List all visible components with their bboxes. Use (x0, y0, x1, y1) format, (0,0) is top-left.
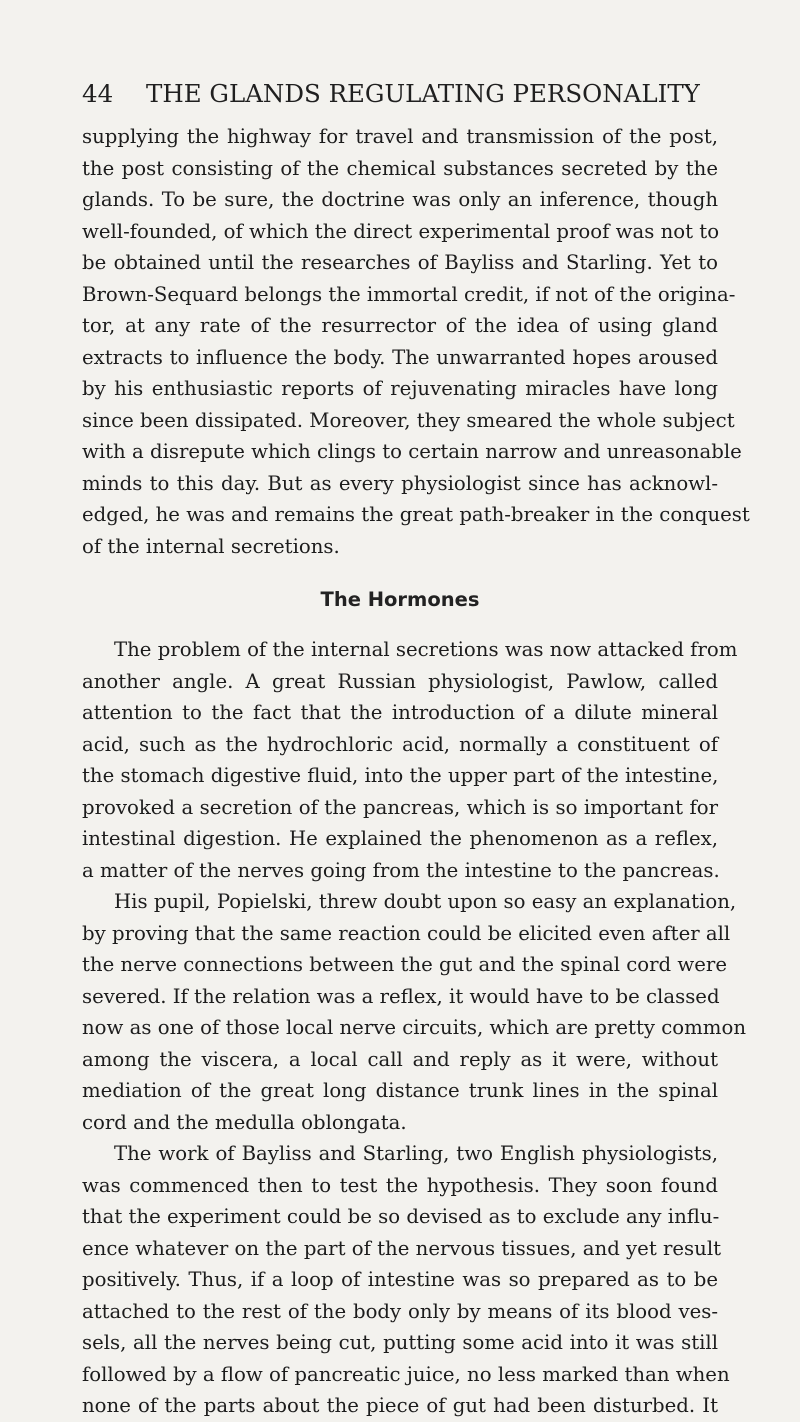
text-line: that the experiment could be so devised as to exclude any influ- (82, 1205, 720, 1228)
text-line: tor, at any rate of the resurrector of the idea of using gland (82, 314, 718, 337)
text-line: well-founded, of which the direct experimental proof was not to (82, 219, 720, 243)
text-line: cord and the medulla oblongata. (82, 1110, 407, 1134)
text-line: be obtained until the researches of Bayliss and Starling. Yet to (82, 251, 718, 274)
text-line: acid, such as the hydrochloric acid, normally a constituent of (82, 732, 718, 756)
text-line: edged, he was and remains the great path-breaker in the conquest (82, 503, 750, 526)
text-line: another angle. A great Russian physiologist, Pawlow, called (82, 669, 718, 693)
text-line: ence whatever on the part of the nervous tissues, and yet result (82, 1236, 722, 1260)
text-line: the nerve connections between the gut and the spinal cord were (82, 953, 727, 976)
text-line: extracts to influence the body. The unwarranted hopes aroused (82, 345, 718, 369)
text-line: the stomach digestive fluid, into the upper part of the intestine, (82, 764, 719, 787)
text-line: attached to the rest of the body only by means of its blood ves- (82, 1299, 718, 1323)
text-line: with a disrepute which clings to certain narrow and unreasonable (82, 440, 742, 463)
text-line: the post consisting of the chemical substances secreted by the (82, 156, 718, 180)
text-line: glands. To be sure, the doctrine was only an inference, though (82, 188, 718, 211)
text-line: followed by a flow of pancreatic juice, no less marked than when (82, 1362, 730, 1386)
text-line: Brown-Sequard belongs the immortal credit, if not of the origina- (82, 282, 736, 306)
text-line: among the viscera, a local call and reply as it were, without (82, 1047, 718, 1071)
text-line: The problem of the internal secretions was now attacked from (114, 638, 738, 661)
text-line: provoked a secretion of the pancreas, which is so important for (82, 795, 718, 819)
text-line: by proving that the same reaction could be elicited even after all (82, 921, 731, 945)
text-line: of the internal secretions. (82, 534, 340, 558)
text-line: minds to this day. But as every physiologist since has acknowl- (82, 471, 718, 495)
body-text (82, 121, 750, 1422)
text-line: a matter of the nerves going from the intestine to the pancreas. (82, 858, 720, 882)
text-line: sels, all the nerves being cut, putting some acid into it was still (82, 1331, 718, 1354)
running-header (82, 74, 722, 114)
text-line: supplying the highway for travel and transmission of the post, (82, 125, 718, 148)
running-title: THE GLANDS REGULATING PERSONALITY (146, 79, 700, 108)
text-line: positively. Thus, if a loop of intestine was so prepared as to be (82, 1268, 718, 1291)
text-line: was commenced then to test the hypothesis. They soon found (82, 1173, 718, 1197)
text-line: since been dissipated. Moreover, they smeared the whole subject (82, 408, 735, 432)
text-line: The work of Bayliss and Starling, two English physiologists, (114, 1142, 718, 1165)
text-line: intestinal digestion. He explained the phenomenon as a reflex, (82, 827, 718, 850)
text-line: by his enthusiastic reports of rejuvenating miracles have long (82, 377, 718, 400)
text-line: severed. If the relation was a reflex, it would have to be classed (82, 984, 720, 1008)
page-number: 44 (82, 79, 114, 108)
text-line: attention to the fact that the introduction of a dilute mineral (82, 701, 718, 724)
text-line: now as one of those local nerve circuits, which are pretty common (82, 1016, 747, 1039)
text-line: His pupil, Popielski, threw doubt upon so easy an explanation, (114, 890, 737, 913)
text-line: mediation of the great long distance trunk lines in the spinal (82, 1079, 718, 1102)
section-heading: The Hormones (320, 588, 480, 611)
text-line: none of the parts about the piece of gut had been disturbed. It (82, 1394, 718, 1417)
